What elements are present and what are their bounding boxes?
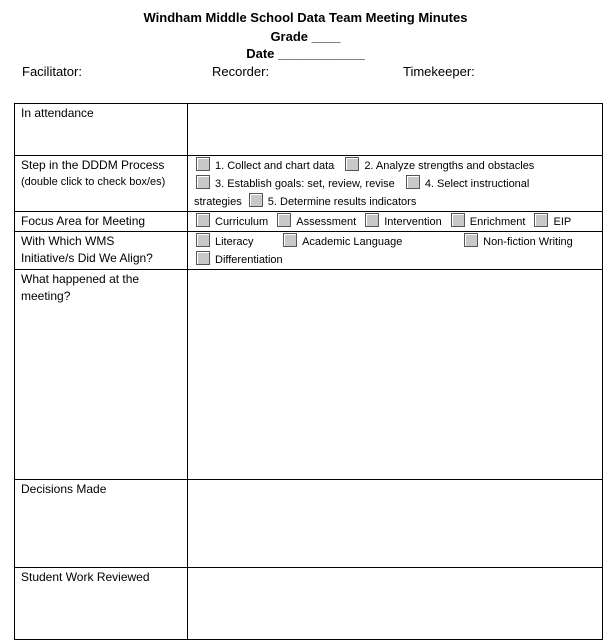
focus-options bbox=[188, 212, 603, 232]
dddm-step2-label: 2. Analyze strengths and obstacles bbox=[364, 160, 535, 172]
focus-assessment-label: Assessment bbox=[296, 216, 357, 228]
initiative-label-line2: Initiative/s Did We Align? bbox=[21, 251, 153, 265]
initiative-nonfiction-checkbox[interactable] bbox=[464, 233, 478, 247]
focus-intervention-label: Intervention bbox=[384, 216, 442, 228]
attendance-label: In attendance bbox=[15, 104, 188, 156]
dddm-step4-label-cont: strategies bbox=[194, 196, 242, 208]
date-field: Date ____________ bbox=[246, 46, 365, 61]
dddm-step1-label: 1. Collect and chart data bbox=[215, 160, 335, 172]
dddm-step2-checkbox[interactable] bbox=[345, 157, 359, 171]
focus-eip-checkbox[interactable] bbox=[534, 213, 548, 227]
focus-enrichment-checkbox[interactable] bbox=[451, 213, 465, 227]
initiative-differentiation-checkbox[interactable] bbox=[196, 251, 210, 265]
student-work-row bbox=[15, 568, 603, 640]
happened-field[interactable] bbox=[188, 270, 603, 480]
attendance-row bbox=[15, 104, 603, 156]
initiative-label-cell bbox=[15, 232, 188, 270]
initiative-label-line1: With Which WMS bbox=[21, 234, 115, 248]
recorder-label: Recorder: bbox=[212, 64, 270, 79]
decisions-field[interactable] bbox=[188, 480, 603, 568]
dddm-step1-checkbox[interactable] bbox=[196, 157, 210, 171]
happened-row bbox=[15, 270, 603, 480]
dddm-step5-checkbox[interactable] bbox=[249, 193, 263, 207]
student-work-field[interactable] bbox=[188, 568, 603, 640]
happened-label-line1: What happened at the bbox=[21, 272, 140, 286]
minutes-table bbox=[14, 103, 603, 640]
focus-enrichment-label: Enrichment bbox=[469, 216, 526, 228]
dddm-step4-label: 4. Select instructional bbox=[424, 178, 530, 190]
dddm-label: Step in the DDDM Process bbox=[21, 158, 165, 172]
focus-label: Focus Area for Meeting bbox=[15, 212, 188, 232]
focus-eip-label: EIP bbox=[553, 216, 572, 228]
happened-label-cell bbox=[15, 270, 188, 480]
timekeeper-label: Timekeeper: bbox=[403, 64, 475, 79]
student-work-label: Student Work Reviewed bbox=[15, 568, 188, 640]
initiative-literacy-checkbox[interactable] bbox=[196, 233, 210, 247]
initiative-row bbox=[15, 232, 603, 270]
focus-curriculum-checkbox[interactable] bbox=[196, 213, 210, 227]
initiative-academic-language-label: Academic Language bbox=[302, 236, 403, 248]
document-title: Windham Middle School Data Team Meeting Minutes bbox=[143, 10, 468, 25]
initiative-literacy-label: Literacy bbox=[215, 236, 254, 248]
dddm-label-cell bbox=[15, 156, 188, 212]
initiative-options bbox=[188, 232, 603, 270]
dddm-step5-label: 5. Determine results indicators bbox=[267, 196, 417, 208]
happened-label-line2: meeting? bbox=[21, 289, 71, 303]
focus-row bbox=[15, 212, 603, 232]
focus-intervention-checkbox[interactable] bbox=[365, 213, 379, 227]
decisions-row bbox=[15, 480, 603, 568]
dddm-options bbox=[188, 156, 603, 212]
initiative-nonfiction-label: Non-fiction Writing bbox=[483, 236, 573, 248]
dddm-step3-checkbox[interactable] bbox=[196, 175, 210, 189]
initiative-academic-language-checkbox[interactable] bbox=[283, 233, 297, 247]
initiative-differentiation-label: Differentiation bbox=[215, 254, 283, 266]
dddm-sublabel: (double click to check box/es) bbox=[21, 176, 166, 188]
focus-assessment-checkbox[interactable] bbox=[277, 213, 291, 227]
grade-field: Grade ____ bbox=[270, 29, 341, 44]
dddm-step4-checkbox[interactable] bbox=[406, 175, 420, 189]
dddm-row bbox=[15, 156, 603, 212]
focus-curriculum-label: Curriculum bbox=[215, 216, 269, 228]
decisions-label: Decisions Made bbox=[15, 480, 188, 568]
facilitator-label: Facilitator: bbox=[22, 64, 82, 79]
dddm-step3-label: 3. Establish goals: set, review, revise bbox=[215, 178, 395, 190]
attendance-field[interactable] bbox=[188, 104, 603, 156]
